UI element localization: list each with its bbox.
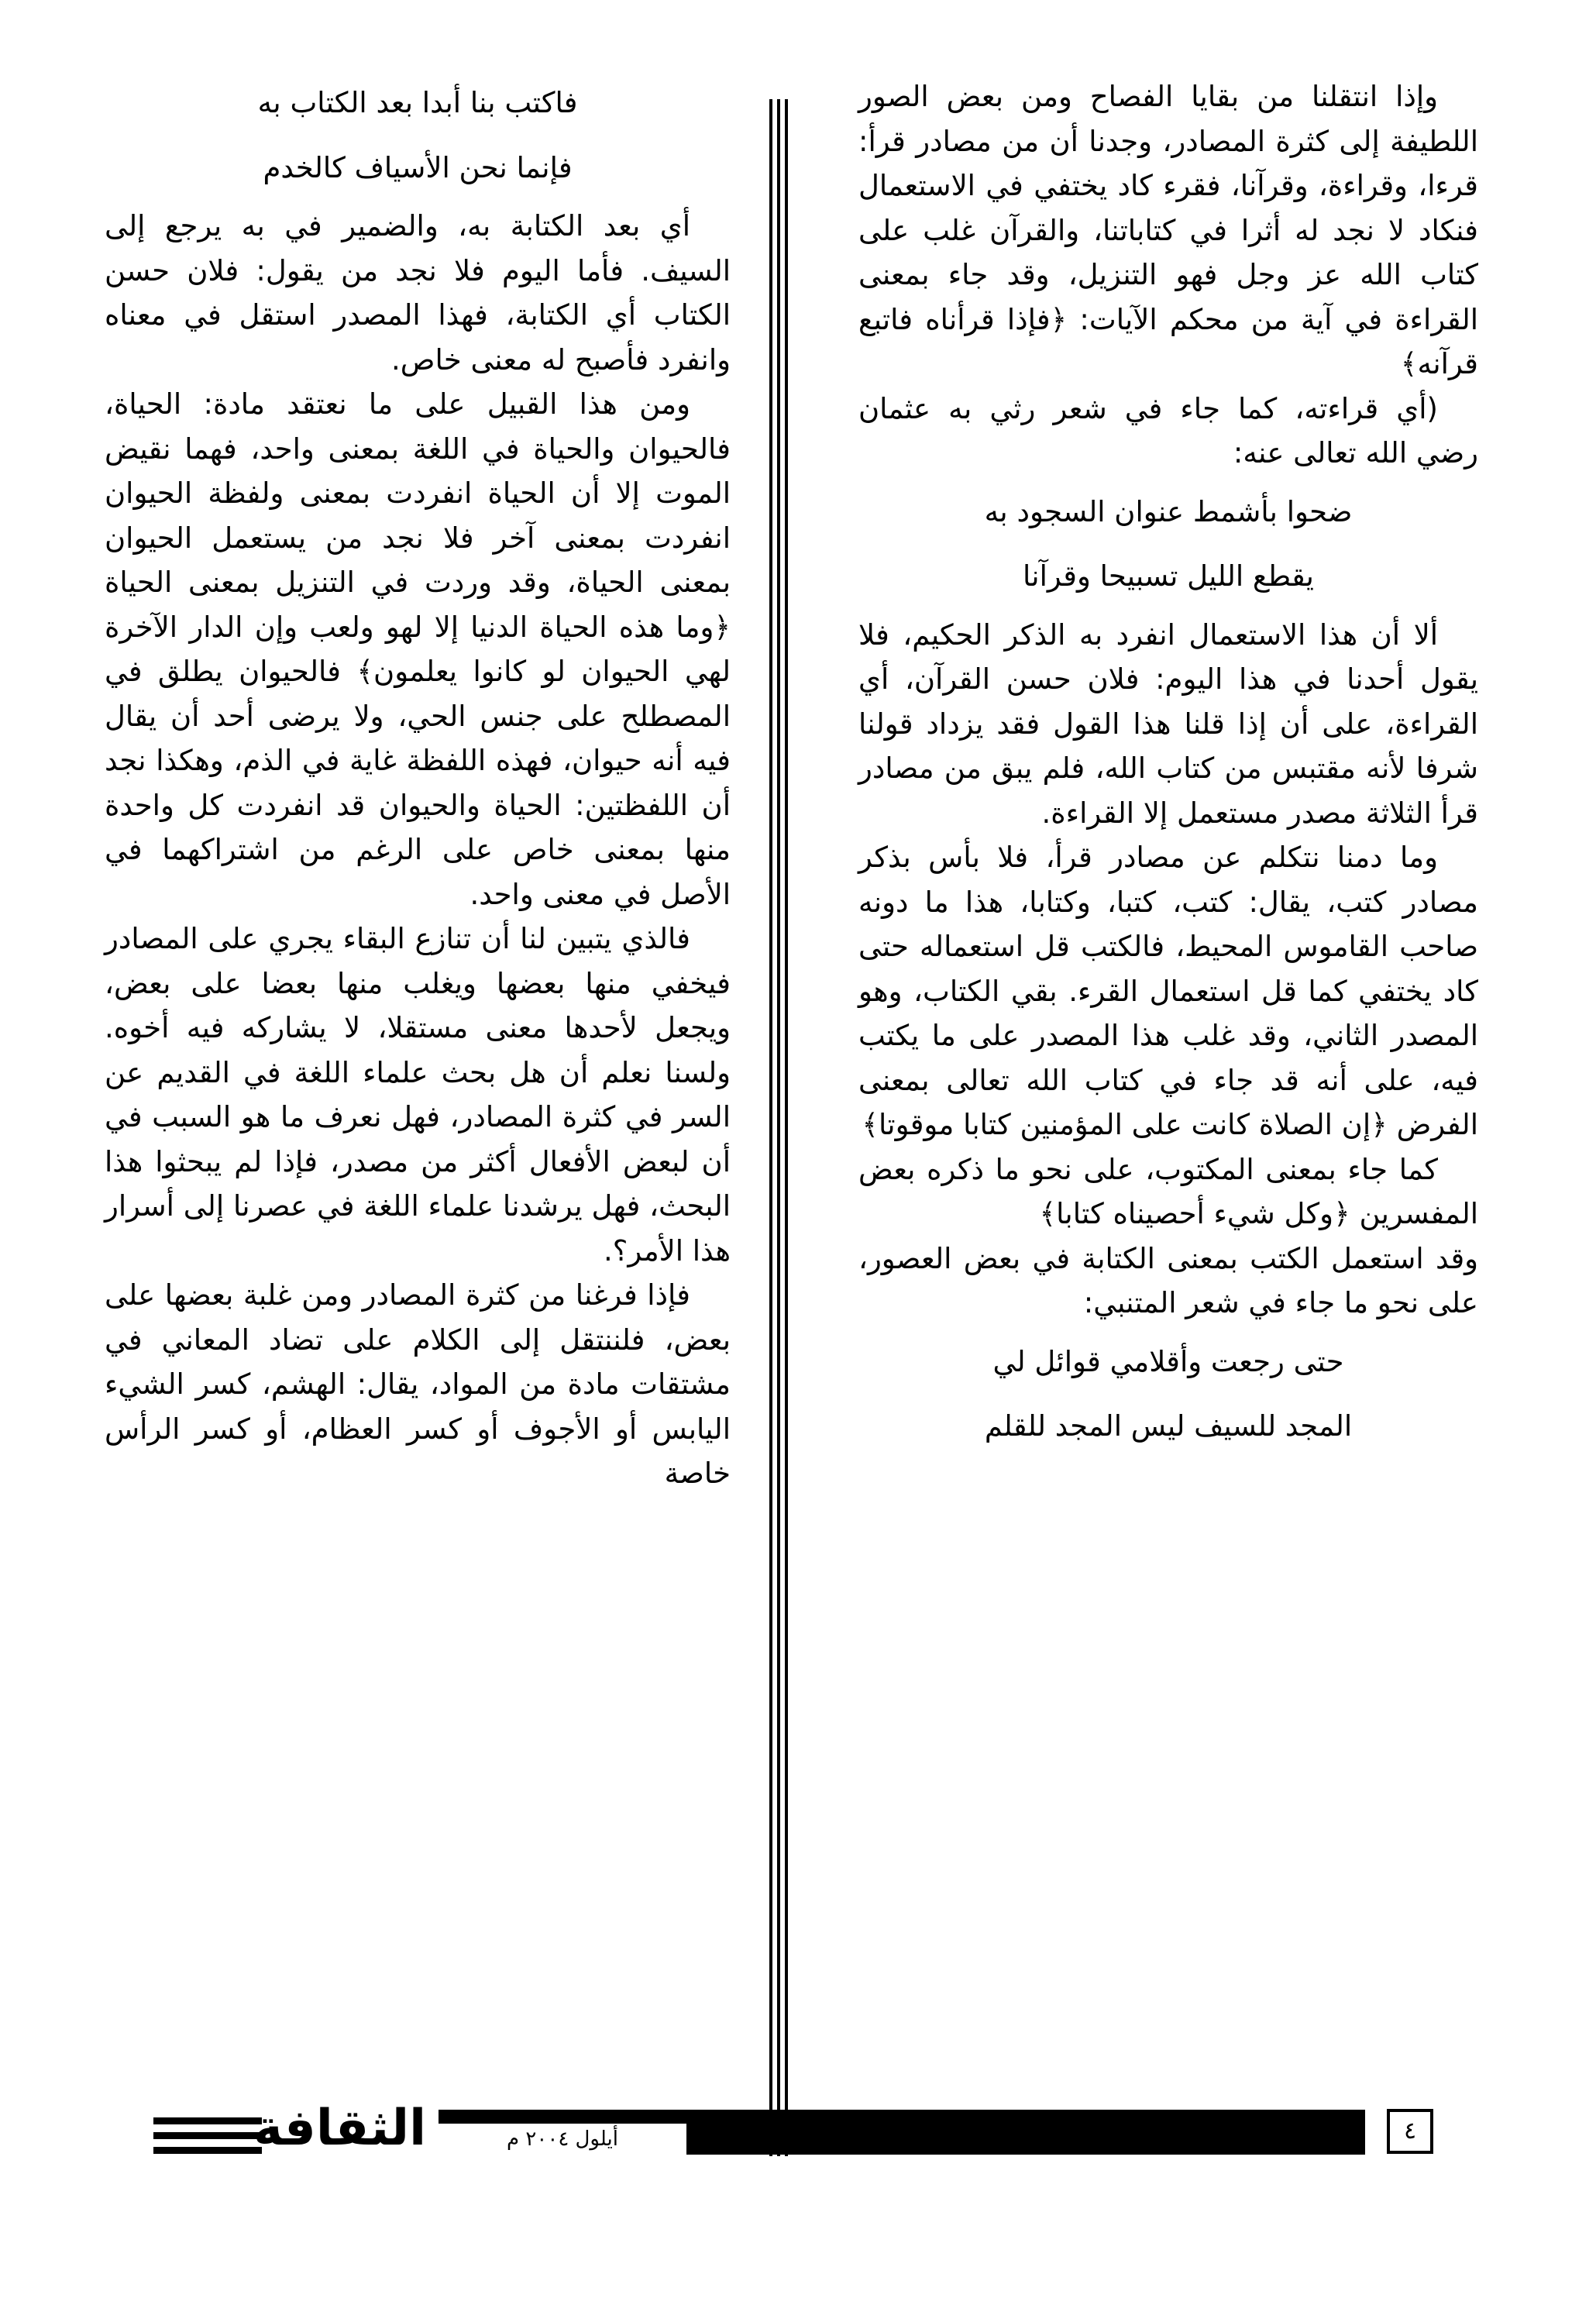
paragraph: فإذا فرغنا من كثرة المصادر ومن غلبة بعضها على بعض، فلننتقل إلى الكلام على تضاد المعاني في مشتقات مادة من المواد، يقال: الهشم، كسر الشيء اليابس أو الأجوف أو كسر العظام، أو كسر الرأس خاصة bbox=[105, 1278, 731, 1490]
poem-verse: يقطع الليل تسبيحا وقرآنا bbox=[1023, 559, 1314, 593]
paragraph: كما جاء بمعنى المكتوب، على نحو ما ذكره بعض المفسرين ﴿وكل شيء أحصيناه كتابا﴾ bbox=[858, 1152, 1478, 1230]
paragraph: وقد استعمل الكتب بمعنى الكتابة في بعض العصور، على نحو ما جاء في شعر المتنبي: bbox=[858, 1241, 1478, 1319]
magazine-logo: الثقافة bbox=[253, 2100, 426, 2157]
poem-verse: فإنما نحن الأسياف كالخدم bbox=[263, 150, 573, 184]
column-divider-rule bbox=[785, 99, 788, 2156]
issue-date: أيلول ٢٠٠٤ م bbox=[439, 2124, 686, 2155]
column-divider-rule bbox=[777, 99, 780, 2156]
paragraph: (أي قراءته، كما جاء في شعر رثي به عثمان رضي الله تعالى عنه: bbox=[858, 391, 1478, 470]
column-divider-rule bbox=[769, 99, 772, 2156]
footer-decor-bars bbox=[153, 2117, 262, 2162]
poem-verse: ضحوا بأشمط عنوان السجود به bbox=[984, 494, 1353, 528]
footer-band bbox=[439, 2110, 1365, 2155]
article-column-left bbox=[105, 74, 731, 1496]
paragraph: ألا أن هذا الاستعمال انفرد به الذكر الحكيم، فلا يقول أحدنا في هذا اليوم: فلان حسن القرآن، أي القراءة، على أن إذا قلنا هذا القول فقد يزداد قولنا شرفا لأنه مقتبس من كتاب الله، فلم يبق من مصادر قرأ الثلاثة مصدر مستعمل إلا القراءة. bbox=[858, 617, 1478, 830]
paragraph: فالذي يتبين لنا أن تنازع البقاء يجري على المصادر فيخفي منها بعضها ويغلب منها بعضا على بعض، ويجعل لأحدها معنى مستقلا، لا يشاركه فيه أخوه. ولسنا نعلم أن هل بحث علماء اللغة في القديم عن السر في كثرة المصادر، فهل نعرف ما هو السبب في أن لبعض الأفعال أكثر من مصدر، فإذا لم يبحثوا هذا البحث، فهل يرشدنا علماء اللغة في عصرنا إلى أسرار هذا الأمر؟. bbox=[105, 922, 731, 1268]
paragraph: ومن هذا القبيل على ما نعتقد مادة: الحياة، فالحيوان والحياة في اللغة بمعنى واحد، فهما نقيض الموت إلا أن الحياة انفردت بمعنى ولفظة الحيوان انفردت بمعنى آخر فلا نجد من يستعمل الحيوان بمعنى الحياة، وقد وردت في التنزيل بمعنى الحياة ﴿وما هذه الحياة الدنيا إلا لهو ولعب وإن الدار الآخرة لهي الحيوان لو كانوا يعلمون﴾ فالحيوان يطلق في المصطلح على جنس الحي، ولا يرضى أحد أن يقال فيه أنه حيوان، فهذه اللفظة غاية في الذم، وهكذا نجد أن اللفظتين: الحياة والحيوان قد انفردت كل واحدة منها بمعنى خاص على الرغم من اشتراكهما في الأصل في معنى واحد. bbox=[105, 387, 731, 911]
page-number: ٤ bbox=[1387, 2109, 1433, 2154]
poem-verse: حتى رجعت وأقلامي قوائل لي bbox=[992, 1344, 1344, 1378]
poem-verse: فاكتب بنا أبدا بعد الكتاب به bbox=[257, 86, 578, 119]
poem-verse: المجد للسيف ليس المجد للقلم bbox=[984, 1409, 1353, 1443]
paragraph: وما دمنا نتكلم عن مصادر قرأ، فلا بأس بذكر مصادر كتب، يقال: كتب، كتبا، وكتابا، هذا ما دونه صاحب القاموس المحيط، فالكتب قل استعماله حتى كاد يختفي كما قل استعمال القرء. بقي الكتاب، وهو المصدر الثاني، وقد غلب هذا المصدر على ما يكتب فيه، على أنه قد جاء في كتاب الله تعالى بمعنى الفرض ﴿إن الصلاة كانت على المؤمنين كتابا موقوتا﴾ bbox=[858, 841, 1478, 1141]
paragraph: أي بعد الكتابة به، والضمير في به يرجع إلى السيف. فأما اليوم فلا نجد من يقول: فلان حسن الكتاب أي الكتابة، فهذا المصدر استقل في معناه وانفرد فأصبح له معنى خاص. bbox=[105, 209, 731, 377]
article-column-right bbox=[858, 74, 1478, 1463]
paragraph: وإذا انتقلنا من بقايا الفصاح ومن بعض الصور اللطيفة إلى كثرة المصادر، وجدنا أن من مصادر قرأ: قرءا، وقراءة، وقرآنا، فقرء كاد يختفي في الاستعمال فنكاد لا نجد له أثرا في كتاباتنا، والقرآن غلب على كتاب الله عز وجل فهو التنزيل، وقد جاء بمعنى القراءة في آية من محكم الآيات: ﴿فإذا قرأناه فاتبع قرآنه﴾ bbox=[858, 80, 1478, 380]
